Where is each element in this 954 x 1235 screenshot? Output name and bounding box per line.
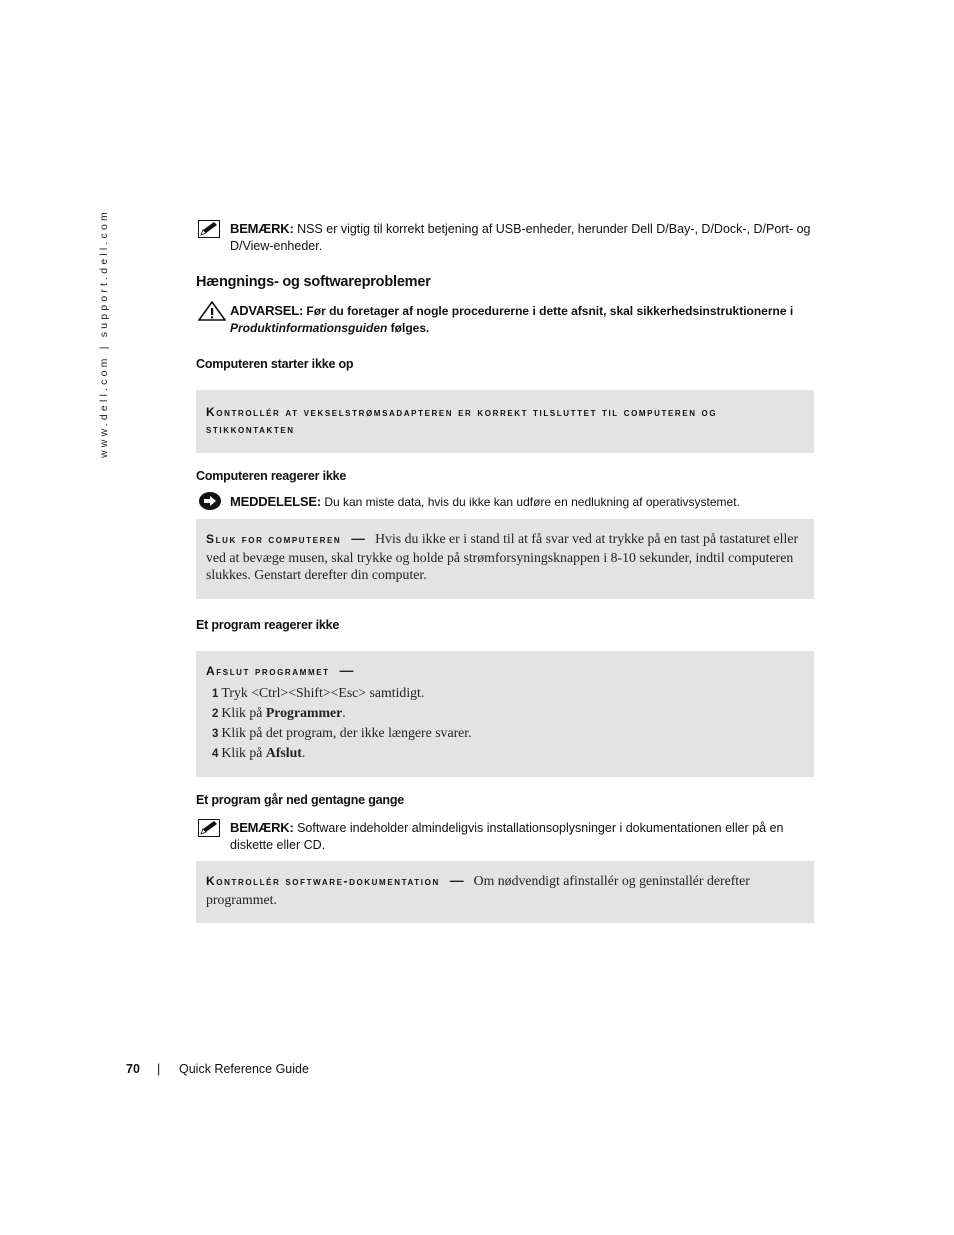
sidebar-url: www.dell.com | support.dell.com <box>98 209 110 458</box>
notice-label: MEDDELELSE: <box>230 494 321 509</box>
warning-note <box>196 302 816 337</box>
warning-text: Før du foretager af nogle procedurerne i dette afsnit, skal sikkerhedsinstruktionerne i <box>303 304 794 318</box>
box-power-off <box>196 519 814 599</box>
note-nss <box>196 220 816 255</box>
subheading-program-not-responding: Et program reagerer ikke <box>196 618 340 632</box>
note-text: Software indeholder almindeligvis installationsoplysninger i dokumentationen eller på en <box>293 821 784 835</box>
box-power-off-heading: Sluk for computeren <box>206 532 342 546</box>
step-item: 3 Klik på det program, der ikke længere svarer. <box>212 724 472 740</box>
step-item: 2 Klik på Programmer. <box>212 704 346 720</box>
note-text-cont: diskette eller CD. <box>230 838 326 852</box>
box-check-docs-text: Om nødvendigt afinstallér og geninstallér derefter programmet. <box>206 873 750 907</box>
step-item: 1 Tryk <Ctrl><Shift><Esc> samtidigt. <box>212 684 425 700</box>
notice-text: Du kan miste data, hvis du ikke kan udføre en nedlukning af operativsystemet. <box>320 495 740 509</box>
box-end-program-dash: — <box>339 663 354 678</box>
warning-italic: Produktinformationsguiden <box>230 321 388 335</box>
notice-data-loss <box>196 493 816 511</box>
box-end-program <box>196 651 814 777</box>
note-text: NSS er vigtig til korrekt betjening af USB-enheder, herunder Dell D/Bay-, D/Dock-, D/Port- og <box>293 222 811 236</box>
note-text-cont: D/View-enheder. <box>230 239 323 253</box>
subheading-not-responding: Computeren reagerer ikke <box>196 469 347 483</box>
box-check-adapter-line1: Kontrollér at vekselstrømsadapteren er korrekt tilsluttet til computeren og <box>206 405 718 419</box>
note-label: BEMÆRK: <box>230 221 294 236</box>
note-software <box>196 819 816 854</box>
box-check-docs-heading: Kontrollér software-dokumentation <box>206 874 440 888</box>
notice-arrow-icon <box>198 491 222 516</box>
subheading-program-crashes: Et program går ned gentagne gange <box>196 793 405 807</box>
footer-guide-title: Quick Reference Guide <box>179 1062 309 1076</box>
box-power-off-text: Hvis du ikke er i stand til at få svar ved at trykke på en tast på tastaturet eller ved at bevæge musen, skal trykke og holde på strømforsyningsknappen i 8-10 sekunder, indtil computeren slukkes. Genstart derefter din computer. <box>206 531 799 582</box>
box-power-off-dash: — <box>351 531 366 546</box>
step-item: 4 Klik på Afslut. <box>212 744 306 760</box>
box-check-docs <box>196 861 814 923</box>
subheading-not-start: Computeren starter ikke op <box>196 357 354 371</box>
note-label: BEMÆRK: <box>230 820 294 835</box>
warning-label: ADVARSEL: <box>230 303 304 318</box>
note-pencil-icon <box>198 819 220 842</box>
warning-text-end: følges. <box>387 321 430 335</box>
end-program-steps <box>206 683 802 763</box>
note-pencil-icon <box>198 220 220 243</box>
page-number: 70 <box>126 1062 140 1076</box>
section-title: Hængnings- og softwareproblemer <box>196 274 431 290</box>
footer-separator: | <box>157 1062 161 1076</box>
box-check-adapter <box>196 390 814 453</box>
box-check-adapter-line2: stikkontakten <box>206 422 295 436</box>
box-check-docs-dash: — <box>449 873 464 888</box>
box-end-program-heading: Afslut programmet <box>206 664 330 678</box>
warning-triangle-icon <box>198 301 226 326</box>
